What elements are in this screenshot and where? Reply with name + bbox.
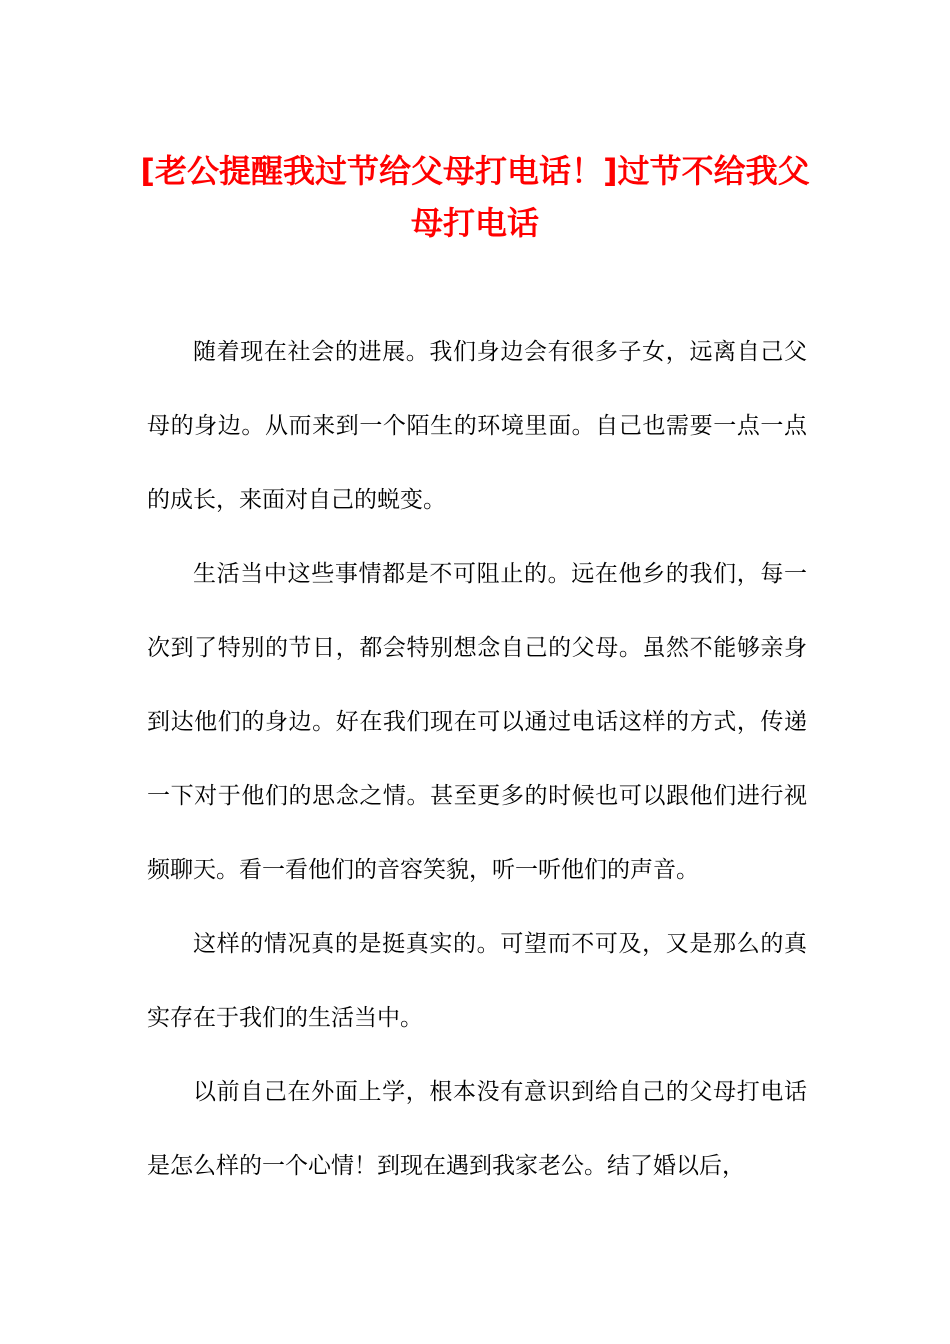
document-body: [147, 315, 807, 1203]
paragraph: 随着现在社会的进展。我们身边会有很多子女，远离自己父母的身边。从而来到一个陌生的环境里面。自己也需要一点一点的成长，来面对自己的蜕变。: [147, 339, 807, 513]
paragraph: 以前自己在外面上学，根本没有意识到给自己的父母打电话是怎么样的一个心情！到现在遇到我家老公。结了婚以后，: [147, 1079, 807, 1179]
paragraph: 生活当中这些事情都是不可阻止的。远在他乡的我们，每一次到了特别的节日，都会特别想念自己的父母。虽然不能够亲身到达他们的身边。好在我们现在可以通过电话这样的方式，传递一下对于他们的思念之情。甚至更多的时候也可以跟他们进行视频聊天。看一看他们的音容笑貌，听一听他们的声音。: [147, 561, 807, 883]
document-title: [老公提醒我过节给父母打电话！]过节不给我父母打电话: [140, 152, 810, 242]
paragraph: 这样的情况真的是挺真实的。可望而不可及，又是那么的真实存在于我们的生活当中。: [147, 931, 807, 1031]
